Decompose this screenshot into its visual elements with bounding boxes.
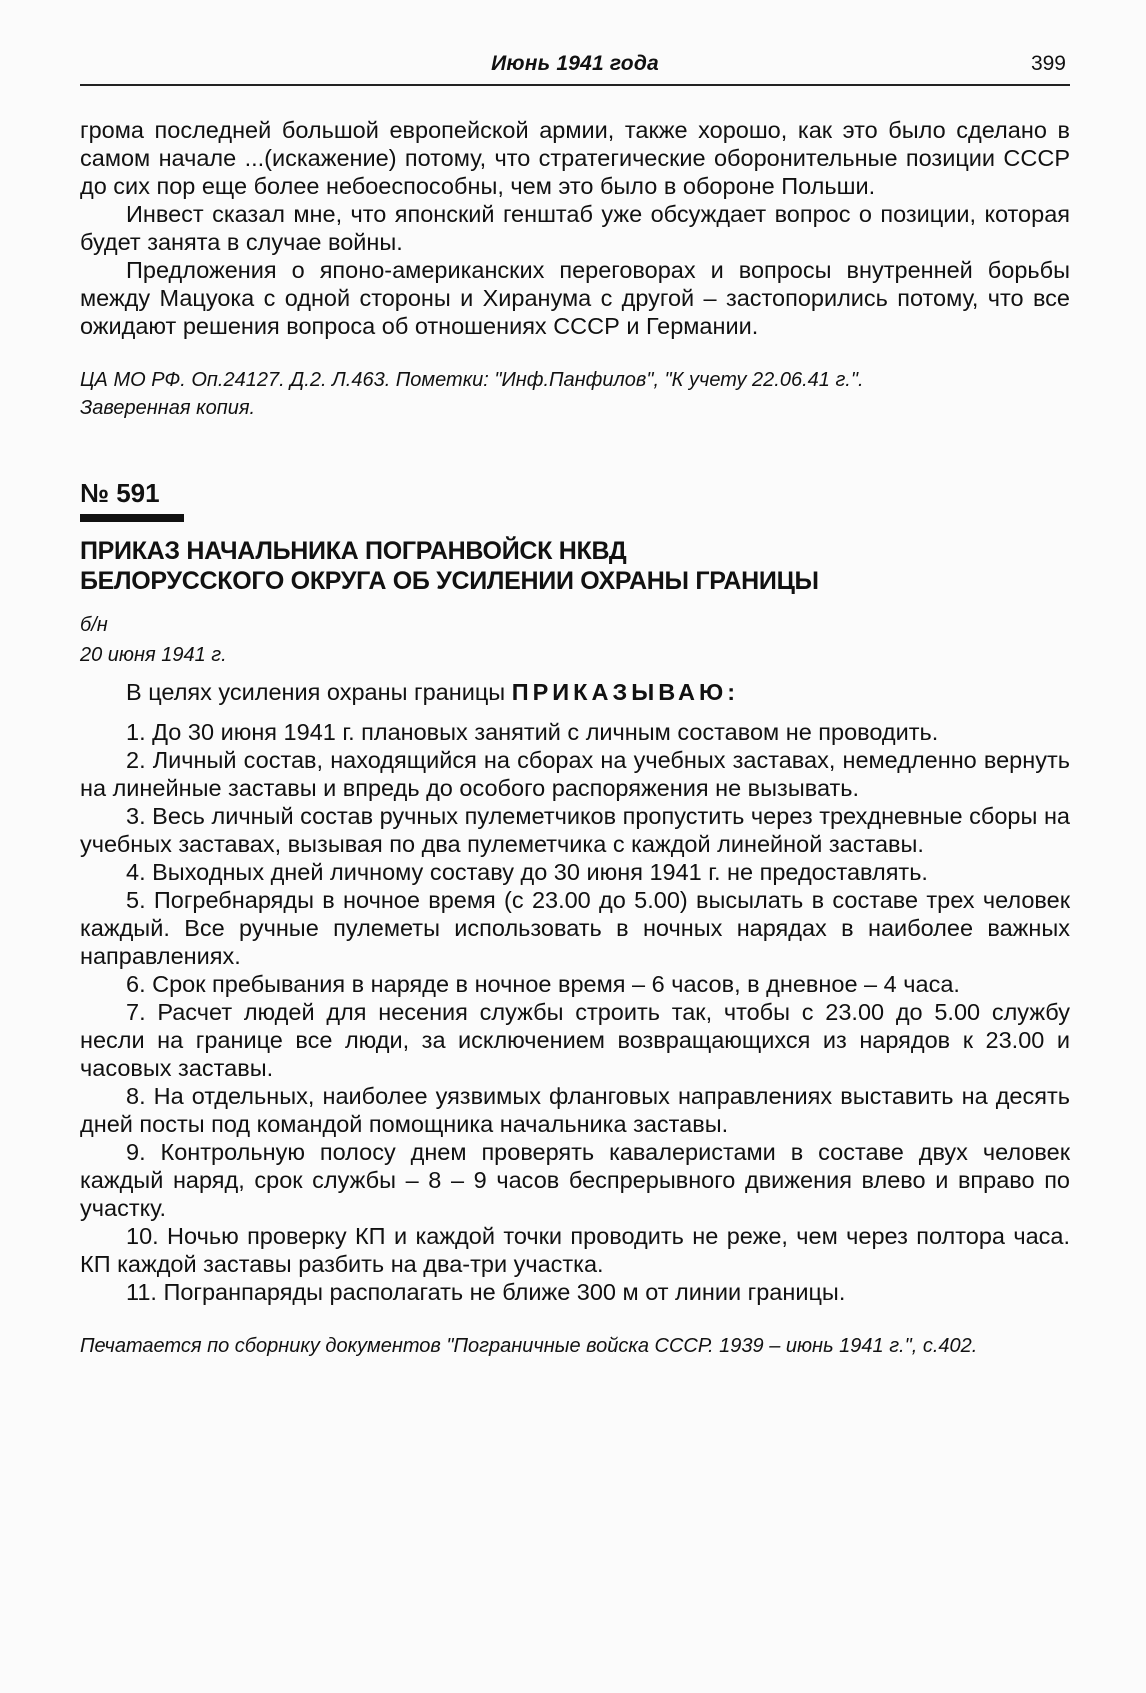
order-item-4: 4. Выходных дней личному составу до 30 июня 1941 г. не предоставлять. bbox=[126, 859, 928, 885]
archive-source-line-1: ЦА МО РФ. Оп.24127. Д.2. Л.463. Пометки: "Инф.Панфилов", "К учету 22.06.41 г.". bbox=[80, 369, 864, 391]
document-title-line-1: ПРИКАЗ НАЧАЛЬНИКА ПОГРАНВОЙСК НКВД bbox=[80, 537, 627, 565]
document-date: 20 июня 1941 г. bbox=[80, 644, 227, 666]
publication-source: Печатается по сборнику документов "Пограничные войска СССР. 1939 – июнь 1941 г.", с.402. bbox=[80, 1335, 978, 1357]
running-title: Июнь 1941 года bbox=[491, 52, 659, 75]
archive-source bbox=[80, 366, 1070, 422]
order-item-8: 8. На отдельных, наиболее уязвимых фланговых направлениях выставить на десять дней посты под командой помощника начальника заставы. bbox=[80, 1083, 1070, 1137]
archive-source-line-2: Заверенная копия. bbox=[80, 397, 256, 419]
order-item-11: 11. Погранпаряды располагать не ближе 300 м от линии границы. bbox=[126, 1279, 846, 1305]
running-header bbox=[80, 48, 1070, 86]
order-item-1: 1. До 30 июня 1941 г. плановых занятий с личным составом не проводить. bbox=[126, 719, 939, 745]
page-content bbox=[80, 116, 1070, 1360]
order-item-10: 10. Ночью проверку КП и каждой точки проводить не реже, чем через полтора часа. КП каждой заставы разбить на два-три участка. bbox=[80, 1223, 1070, 1277]
continuation-paragraph-3: Предложения о японо-американских переговорах и вопросы внутренней борьбы между Мацуока с одной стороны и Хиранума с другой – застопорились потому, что все ожидают решения вопроса об отношениях СССР и Германии. bbox=[80, 257, 1070, 339]
order-keyword: ПРИКАЗЫВАЮ: bbox=[511, 679, 740, 705]
document-meta bbox=[80, 610, 1070, 670]
document-number-underline bbox=[80, 514, 184, 522]
order-lead-text: В целях усиления охраны границы bbox=[126, 679, 512, 705]
order-items bbox=[80, 718, 1070, 1306]
document-title bbox=[80, 536, 1070, 596]
order-item-2: 2. Личный состав, находящийся на сборах на учебных заставах, немедленно вернуть на линейные заставы и впредь до особого распоряжения не вызывать. bbox=[80, 747, 1070, 801]
order-item-6: 6. Срок пребывания в наряде в ночное время – 6 часов, в дневное – 4 часа. bbox=[126, 971, 960, 997]
page-number: 399 bbox=[1030, 52, 1066, 75]
continuation-paragraph-1: грома последней большой европейской армии, также хорошо, как это было сделано в самом начале ...(искажение) потому, что стратегические оборонительные позиции СССР до сих пор еще более небоеспособны, чем это было в обороне Польши. bbox=[80, 117, 1070, 199]
order-item-3: 3. Весь личный состав ручных пулеметчиков пропустить через трехдневные сборы на учебных заставах, вызывая по два пулеметчика с каждой линейной заставы. bbox=[80, 803, 1070, 857]
document-number: № 591 bbox=[80, 478, 160, 508]
document-ref: б/н bbox=[80, 614, 108, 636]
order-item-9: 9. Контрольную полосу днем проверять кавалеристами в составе двух человек каждый наряд, срок службы – 8 – 9 часов беспрерывного движения влево и вправо по участку. bbox=[80, 1139, 1070, 1221]
order-item-7: 7. Расчет людей для несения службы строить так, чтобы с 23.00 до 5.00 службу несли на границе все люди, за исключением возвращающихся из нарядов к 23.00 и часовых заставы. bbox=[80, 999, 1070, 1081]
order-lead bbox=[80, 678, 1070, 706]
continuation-paragraph-2: Инвест сказал мне, что японский генштаб уже обсуждает вопрос о позиции, которая будет занята в случае войны. bbox=[80, 201, 1070, 255]
document-title-line-2: БЕЛОРУССКОГО ОКРУГА ОБ УСИЛЕНИИ ОХРАНЫ ГРАНИЦЫ bbox=[80, 567, 819, 595]
order-item-5: 5. Погребнаряды в ночное время (с 23.00 до 5.00) высылать в составе трех человек каждый. Все ручные пулеметы использовать в ночных нарядах в наиболее важных направлениях. bbox=[80, 887, 1070, 969]
